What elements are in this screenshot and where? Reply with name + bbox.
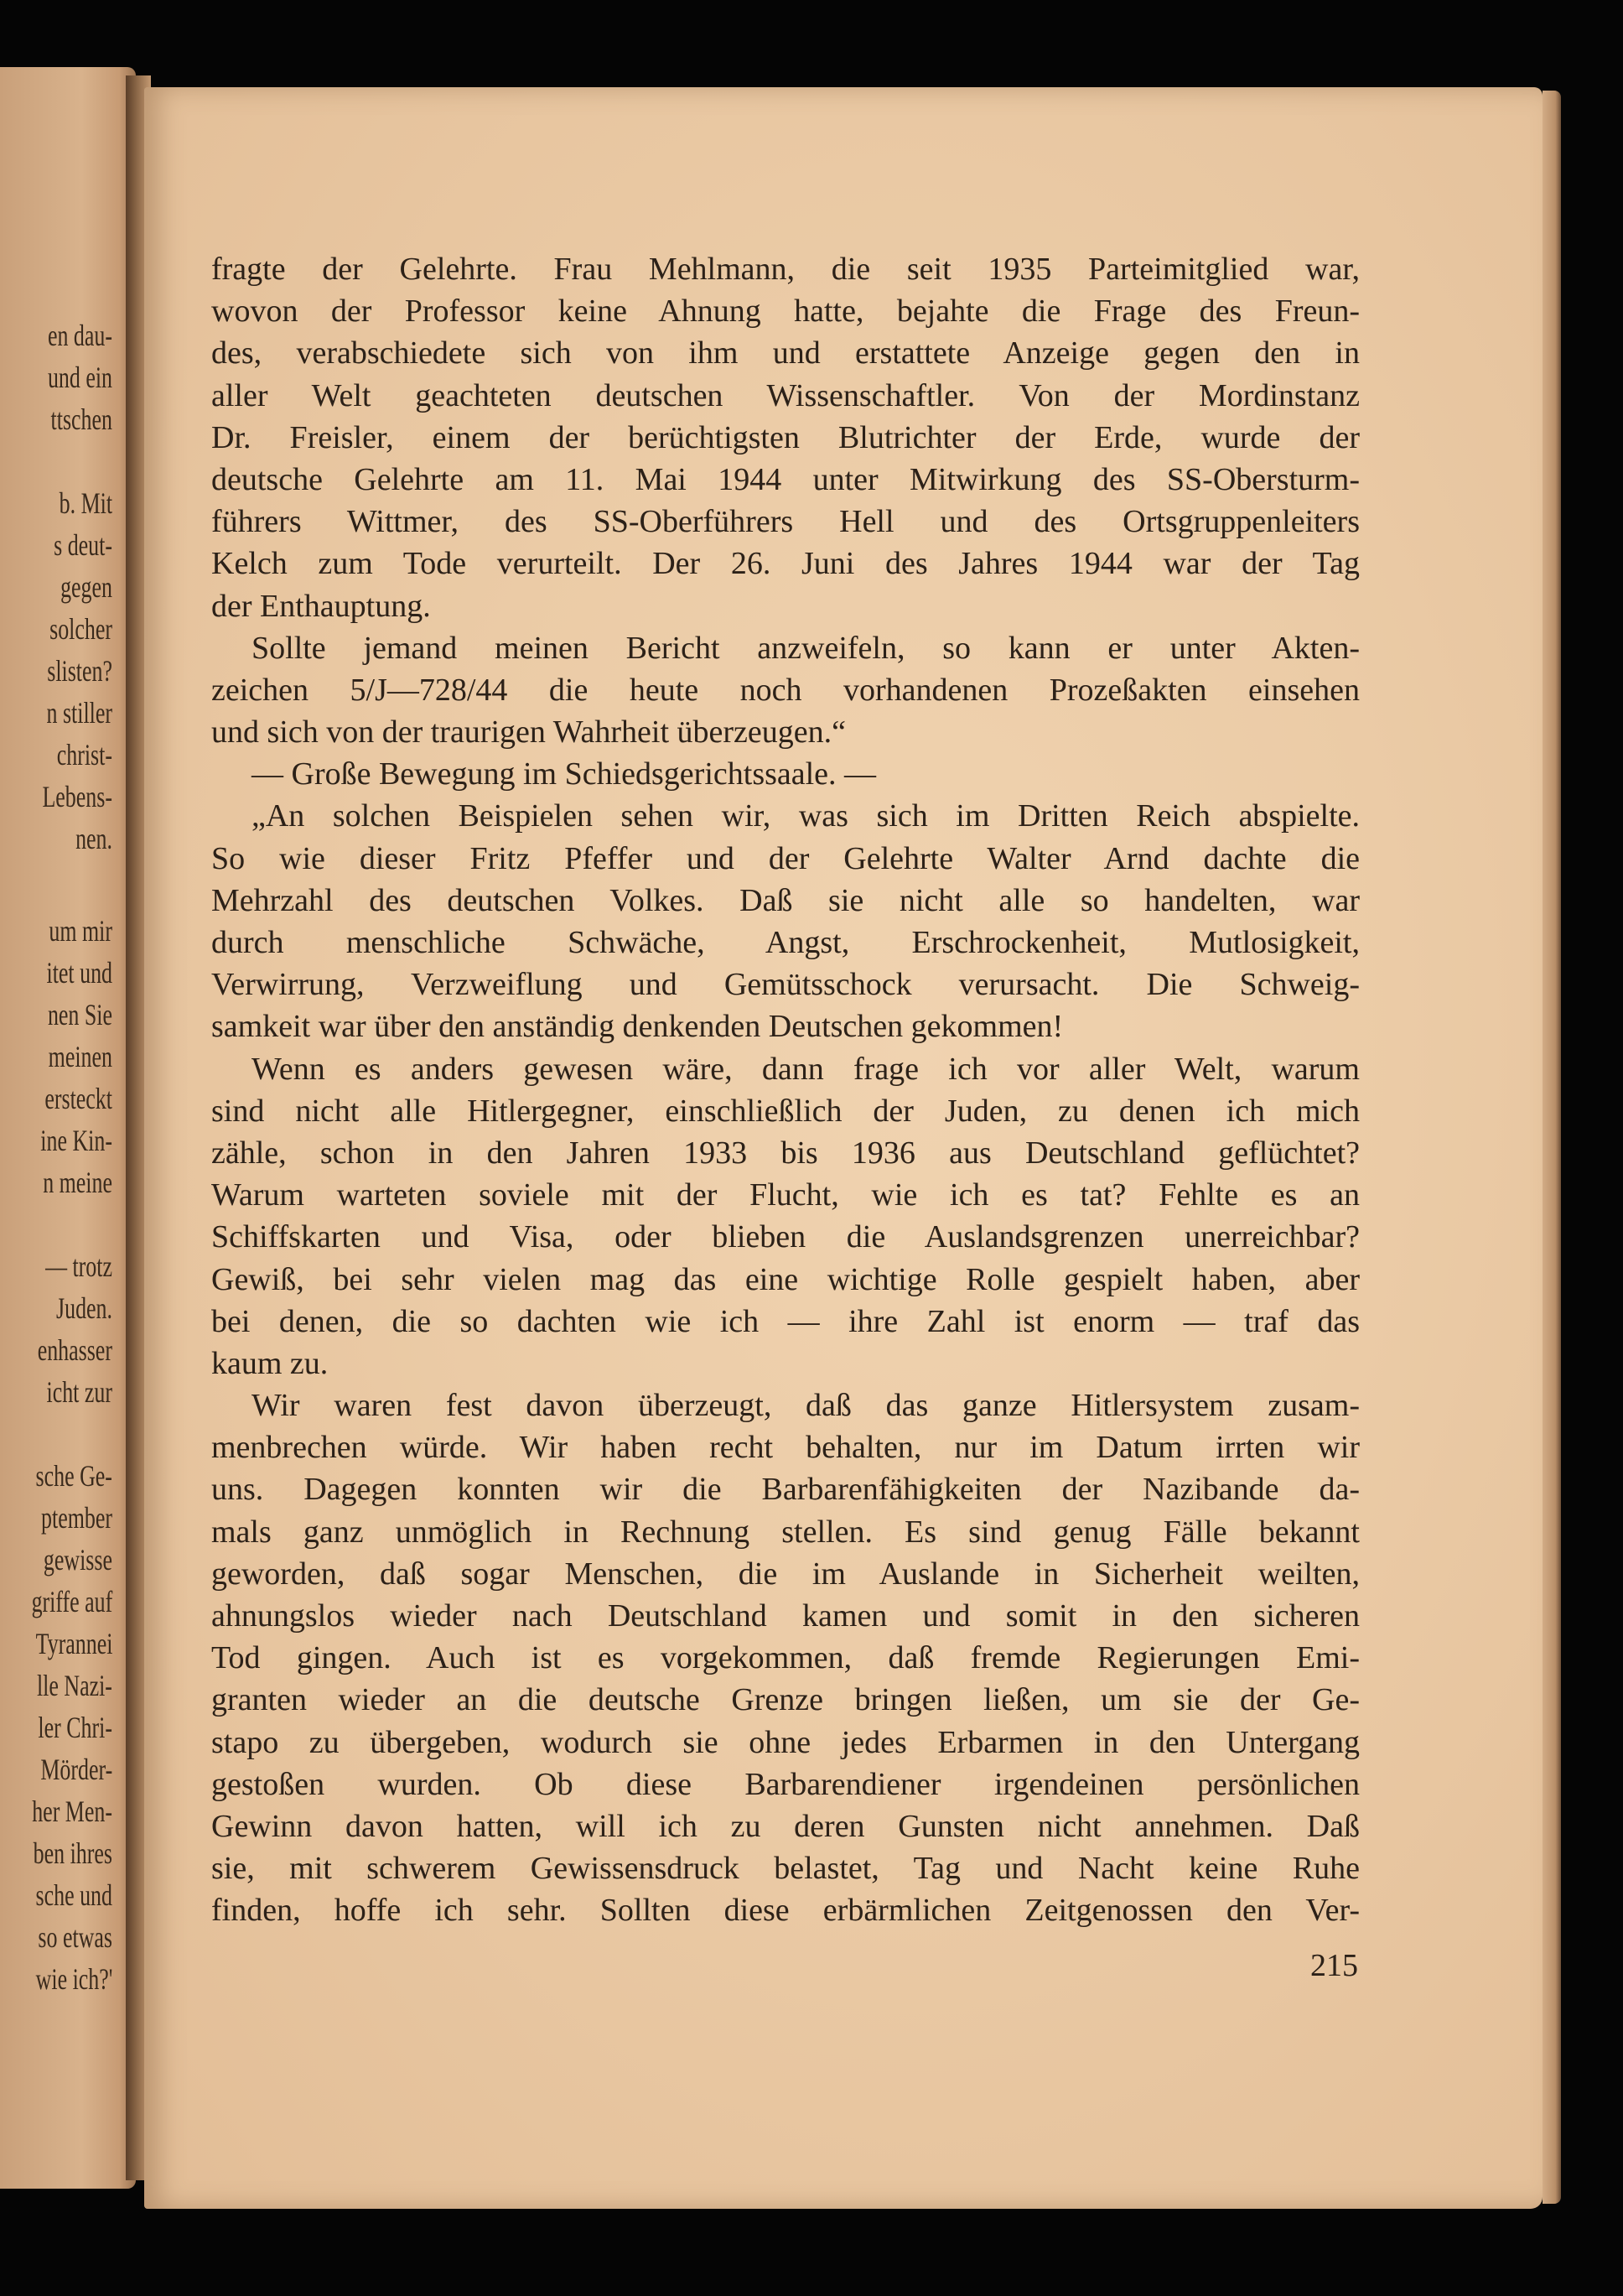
text-line: „An solchen Beispielen sehen wir, was sich im Dritten Reich abspielte. (251, 798, 1360, 834)
left-page-fragment: itet und (46, 956, 112, 990)
text-line: Gewiß, bei sehr vielen mag das eine wichtige Rolle gespielt haben, aber (211, 1261, 1360, 1297)
text-line: Sollte jemand meinen Bericht anzweifeln, so kann er unter Akten- (251, 630, 1360, 666)
left-page-fragment: ben ihres (33, 1836, 112, 1870)
left-page-fragment: meinen (48, 1040, 112, 1073)
left-page-fragment: b. Mit (59, 486, 112, 520)
body-text (211, 248, 1360, 1932)
text-line: Wenn es anders gewesen wäre, dann frage ich vor aller Welt, warum (251, 1051, 1360, 1087)
left-page-fragment: n meine (43, 1166, 112, 1199)
text-line: deutsche Gelehrte am 11. Mai 1944 unter Mitwirkung des SS-Obersturm- (211, 461, 1360, 497)
left-page-fragment: ersteckt (44, 1082, 112, 1115)
left-page-fragment: en dau- (47, 319, 112, 352)
left-page-fragment: n stiller (46, 696, 112, 730)
left-page-fragment: Lebens- (42, 780, 112, 813)
text-line: der Enthauptung. (211, 588, 431, 624)
left-page-fragment: und ein (47, 361, 112, 394)
left-page-fragment: icht zur (46, 1375, 112, 1409)
left-page-fragment: ler Chri- (38, 1711, 112, 1744)
page-number: 215 (1310, 1948, 1358, 1983)
text-line: Verwirrung, Verzweiflung und Gemütsschock verursacht. Die Schweig- (211, 967, 1360, 1003)
left-page-fragment: griffe auf (31, 1585, 112, 1618)
left-page-fragment: — trotz (45, 1249, 112, 1283)
text-line: führers Wittmer, des SS-Oberführers Hell und des Ortsgruppenleiters (211, 504, 1360, 540)
text-line: Kelch zum Tode verurteilt. Der 26. Juni des Jahres 1944 war der Tag (211, 546, 1360, 582)
text-line: wovon der Professor keine Ahnung hatte, bejahte die Frage des Freun- (211, 293, 1360, 330)
text-line: So wie dieser Fritz Pfeffer und der Gelehrte Walter Arnd dachte die (211, 840, 1360, 876)
text-line: gestoßen wurden. Ob diese Barbarendiener irgendeinen persönlichen (211, 1766, 1360, 1802)
text-line: durch menschliche Schwäche, Angst, Erschrockenheit, Mutlosigkeit, (211, 925, 1360, 960)
text-line: sind nicht alle Hitlergegner, einschließlich der Juden, zu denen ich mich (211, 1093, 1360, 1129)
left-page-fragment: um mir (49, 914, 112, 948)
left-page-fragment: christ- (56, 738, 112, 771)
text-line: zähle, schon in den Jahren 1933 bis 1936 aus Deutschland geflüchtet? (211, 1135, 1360, 1171)
left-page-fragment: enhasser (37, 1333, 112, 1367)
text-line: sie, mit schwerem Gewissensdruck belastet, Tag und Nacht keine Ruhe (211, 1851, 1360, 1887)
left-page-fragment: Mörder- (40, 1753, 112, 1786)
text-line: ahnungslos wieder nach Deutschland kamen und somit in den sicheren (211, 1598, 1360, 1634)
left-page-fragment: nen Sie (47, 998, 112, 1031)
left-page-fragment: wie ich?' (35, 1962, 112, 1996)
left-page-fragment: s deut- (54, 528, 112, 562)
text-line: uns. Dagegen konnten wir die Barbarenfähigkeiten der Nazibande da- (211, 1472, 1360, 1508)
text-line: fragte der Gelehrte. Frau Mehlmann, die seit 1935 Parteimitglied war, (211, 252, 1360, 287)
left-page-fragment: Tyrannei (35, 1627, 112, 1660)
left-page-fragment: ttschen (50, 403, 112, 436)
text-line: samkeit war über den anständig denkenden Deutschen gekommen! (211, 1009, 1064, 1045)
left-page-fragment: sche Ge- (35, 1459, 112, 1493)
text-line: Tod gingen. Auch ist es vorgekommen, daß fremde Regierungen Emi- (211, 1640, 1360, 1676)
left-page-fragment: her Men- (32, 1795, 112, 1828)
left-page-fragment: Juden. (56, 1291, 112, 1325)
left-page-fragment: sche und (35, 1878, 112, 1912)
left-page-fragment: gegen (60, 570, 112, 604)
left-page-fragment: ptember (41, 1501, 112, 1535)
left-page-fragment: slisten? (47, 654, 112, 688)
text-line: Schiffskarten und Visa, oder blieben die Auslandsgrenzen unerreichbar? (211, 1219, 1360, 1255)
left-page-fragment: so etwas (38, 1920, 112, 1954)
text-line: Warum warteten soviele mit der Flucht, wie ich es tat? Fehlte es an (211, 1177, 1360, 1213)
left-page-fragment: nen. (75, 822, 112, 855)
text-line: bei denen, die so dachten wie ich — ihre Zahl ist enorm — traf das (211, 1303, 1360, 1339)
text-line: des, verabschiedete sich von ihm und erstattete Anzeige gegen den in (211, 335, 1360, 371)
text-line: finden, hoffe ich sehr. Sollten diese erbärmlichen Zeitgenossen den Ver- (211, 1893, 1360, 1929)
text-line: zeichen 5/J—728/44 die heute noch vorhandenen Prozeßakten einsehen (211, 672, 1360, 708)
left-page-fragment: lle Nazi- (37, 1669, 112, 1702)
left-page-fragment: solcher (49, 612, 112, 646)
left-page-fragment: ine Kin- (40, 1124, 112, 1157)
text-line: Dr. Freisler, einem der berüchtigsten Blutrichter der Erde, wurde der (211, 419, 1360, 455)
text-line: Wir waren fest davon überzeugt, daß das ganze Hitlersystem zusam- (251, 1388, 1360, 1424)
text-line: mals ganz unmöglich in Rechnung stellen. Es sind genug Fälle bekannt (211, 1514, 1360, 1550)
text-line: stapo zu übergeben, wodurch sie ohne jedes Erbarmen in den Untergang (211, 1724, 1360, 1760)
text-line: granten wieder an die deutsche Grenze bringen ließen, um sie der Ge- (211, 1682, 1360, 1718)
text-line: menbrechen würde. Wir haben recht behalten, nur im Datum irrten wir (211, 1430, 1360, 1466)
left-facing-page (0, 67, 136, 2189)
page-stack-edge (1543, 91, 1561, 2204)
text-line: Mehrzahl des deutschen Volkes. Daß sie nicht alle so handelten, war (211, 882, 1360, 918)
text-line: Gewinn davon hatten, will ich zu deren Gunsten nicht annehmen. Daß (211, 1808, 1360, 1844)
text-line: — Große Bewegung im Schiedsgerichtssaale. — (251, 756, 877, 792)
left-page-fragment: gewisse (43, 1543, 112, 1577)
text-line: geworden, daß sogar Menschen, die im Auslande in Sicherheit weilten, (211, 1556, 1360, 1592)
text-line: aller Welt geachteten deutschen Wissenschaftler. Von der Mordinstanz (211, 377, 1360, 413)
text-line: und sich von der traurigen Wahrheit überzeugen.“ (211, 714, 847, 751)
text-line: kaum zu. (211, 1345, 329, 1381)
